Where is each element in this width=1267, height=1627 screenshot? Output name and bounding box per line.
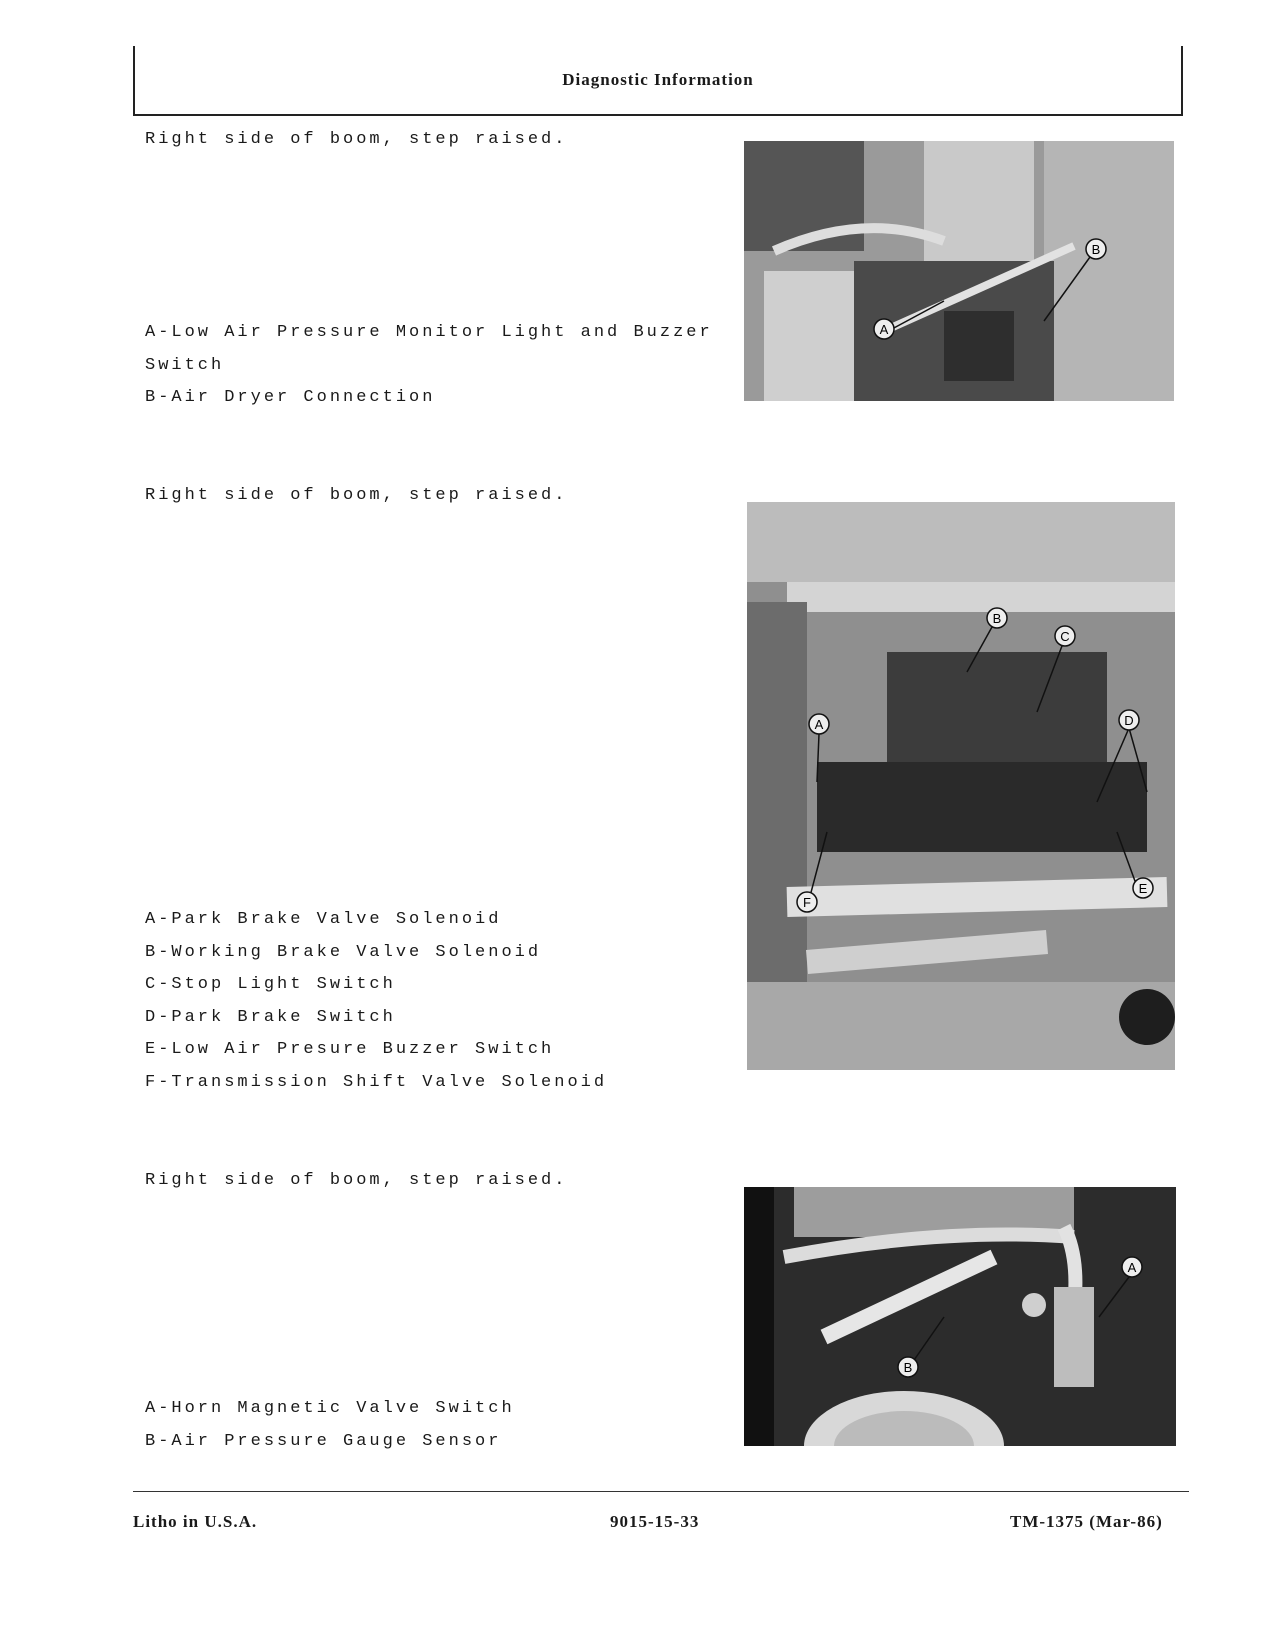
footer-divider [133,1491,1189,1492]
section-1-caption: Right side of boom, step raised. [145,130,568,149]
photo-air-pressure-switch [744,141,1174,401]
callout-label: E [1138,881,1148,896]
page-title: Diagnostic Information [562,70,754,89]
legend-item: E-Low Air Presure Buzzer Switch [145,1040,555,1059]
page-number: 9015-15-33 [610,1512,700,1531]
section-3-caption: Right side of boom, step raised. [145,1171,568,1190]
callout-label: A [879,322,889,337]
section-3-legend [145,1393,515,1458]
callout-label: F [803,895,811,910]
callout-label: D [1124,713,1134,728]
legend-item: B-Working Brake Valve Solenoid [145,942,542,962]
legend-item: A-Park Brake Valve Solenoid [145,910,502,929]
callout-label: A [1127,1260,1137,1275]
page-header [133,46,1183,116]
section-2-legend [145,904,607,1099]
footer-printer-note: Litho in U.S.A. [133,1512,258,1531]
callout-label: B [992,611,1002,626]
section-1-legend [145,317,713,415]
legend-item: A-Low Air Pressure Monitor Light and Buzzer [145,323,713,342]
photo-horn-valve [744,1187,1176,1446]
legend-item: Switch [145,355,225,375]
legend-item: B-Air Dryer Connection [145,388,436,407]
legend-item: D-Park Brake Switch [145,1007,396,1027]
callout-label: B [903,1360,913,1375]
callout-label: B [1091,242,1101,257]
callout-label: C [1060,629,1070,644]
legend-item: B-Air Pressure Gauge Sensor [145,1431,502,1451]
manual-id: TM-1375 (Mar-86) [1010,1512,1163,1531]
section-2-caption: Right side of boom, step raised. [145,486,568,505]
legend-item: C-Stop Light Switch [145,975,396,994]
photo-brake-valves [747,502,1175,1070]
legend-item: A-Horn Magnetic Valve Switch [145,1399,515,1418]
callout-label: A [814,717,824,732]
legend-item: F-Transmission Shift Valve Solenoid [145,1072,608,1092]
